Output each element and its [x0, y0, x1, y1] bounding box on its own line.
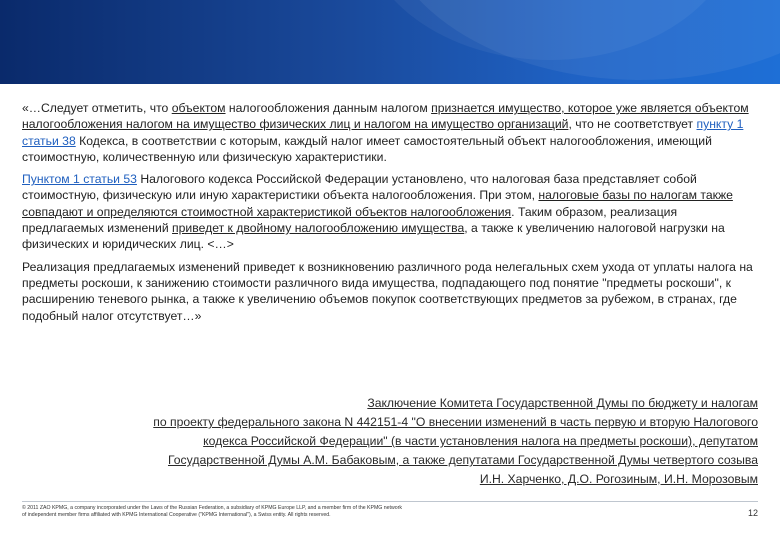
page-number: 12 — [747, 508, 758, 518]
underlined-text: приведет к двойному налогообложению имущества — [172, 221, 465, 236]
source-line: Заключение Комитета Государственной Думы по бюджету и налогам — [367, 396, 758, 410]
copyright-line: of independent member firms affiliated with KPMG International Cooperative ("KPMG International"), a Swiss entity. All rights reserved. — [22, 512, 331, 518]
text: Налогового кодекса Российской Федерации установлено, что налоговая база представляет собой стоимостную, физическую или иную характеристики объекта налогообложения. При этом, — [22, 172, 697, 203]
quote-paragraph-3: Реализация предлагаемых изменений приведет к возникновению различного рода нелегальных схем ухода от уплаты налога на предметы роскоши, к занижению стоимости различного вида имущества, подпадающего под понятие "предметы роскоши", к расширению теневого рынка, а также к увеличению объемов покупок соответствующих предметов за рубежом, в странах, где подобный налог отсутствует…» — [22, 259, 753, 323]
source-line: кодекса Российской Федерации" (в части установления налога на предметы роскоши), депутатом — [203, 434, 758, 448]
underlined-text: объектом — [171, 101, 226, 115]
footer-copyright — [22, 505, 622, 519]
underlined-text: налоговые базы по налогам также совпадают и определяются стоимостной характеристикой объектов налогообложения — [22, 188, 733, 219]
quote-paragraph-2 — [22, 171, 760, 252]
header-banner — [0, 0, 780, 84]
text: . Таким образом, реализация предлагаемых изменений — [22, 204, 678, 236]
source-line: И.Н. Харченко, Д.О. Рогозиным, И.Н. Морозовым — [479, 472, 758, 486]
article-38-link[interactable]: пункту 1 статьи 38 — [22, 117, 744, 148]
text: , что не соответствует — [568, 117, 697, 132]
source-line: Государственной Думы А.М. Бабаковым, а также депутатами Государственной Думы четвертого созыва — [167, 453, 758, 467]
text: , а также к увеличению налоговой нагрузки на физических и юридических лиц. <…> — [22, 221, 725, 252]
text: Кодекса, в соответствии с которым, каждый налог имеет самостоятельный объект налогообложения, имеющий стоимостную, количественную или физическую характеристики. — [22, 133, 712, 164]
source-citation — [38, 394, 758, 489]
source-line: по проекту федерального закона N 442151-4 "О внесении изменений в часть первую и вторую Налогового — [153, 415, 758, 429]
copyright-line: © 2011 ZAO KPMG, a company incorporated under the Laws of the Russian Federation, a subsidiary of KPMG Europe LLP, and a member firm of the KPMG network — [22, 505, 402, 511]
text: «…Следует отметить, что — [22, 101, 172, 115]
quote-block — [22, 100, 760, 330]
quote-paragraph-1 — [22, 100, 760, 165]
underlined-text: признается имущество, которое уже является объектом налогообложения налогом на имущество физических лиц и налогом на имущество организаций — [22, 101, 749, 132]
article-53-link[interactable]: Пунктом 1 статьи 53 — [22, 172, 137, 187]
text: налогообложения данным налогом — [225, 101, 432, 115]
footer-divider — [22, 501, 758, 502]
